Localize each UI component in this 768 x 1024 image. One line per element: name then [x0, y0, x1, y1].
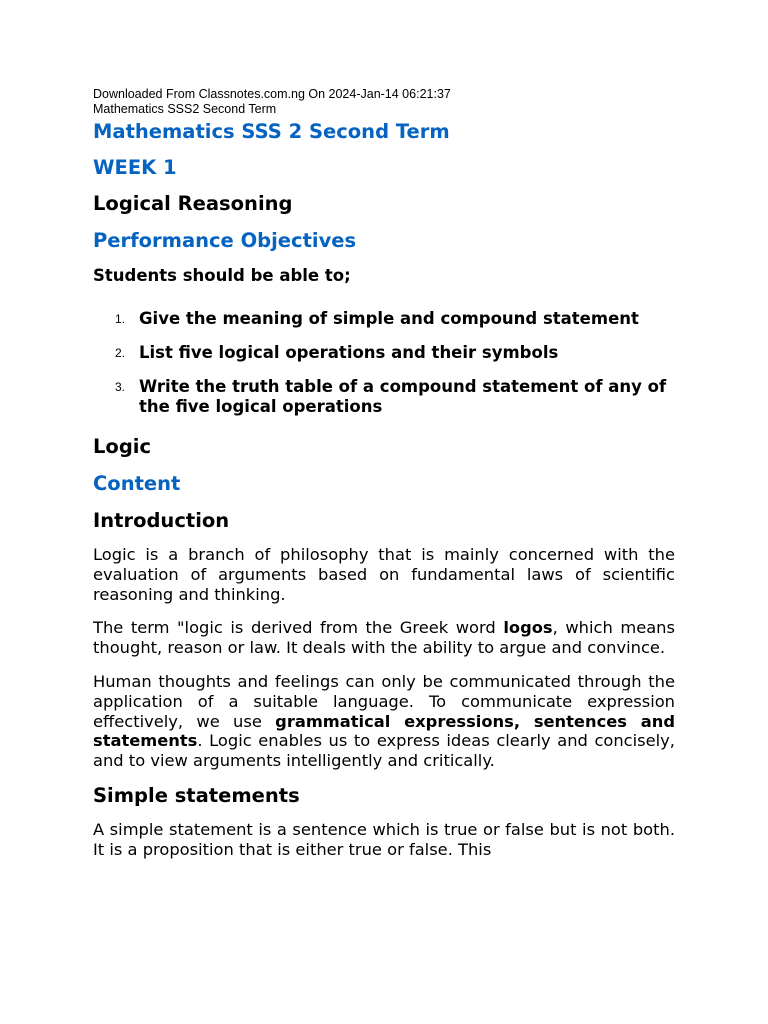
list-number: 3. [115, 380, 126, 394]
paragraph-simple-statement: A simple statement is a sentence which is true or false but is not both. It is a proposition that is either true or false. This [93, 819, 675, 859]
logic-heading: Logic [93, 435, 152, 458]
paragraph-logic-definition: Logic is a branch of philosophy that is mainly concerned with the evaluation of arguments based on fundamental laws of scientific reasoning and thinking. [93, 545, 675, 604]
simple-statements-heading: Simple statements [93, 783, 300, 807]
introduction-heading: Introduction [93, 509, 230, 532]
text-run: . Logic enables us to express ideas clearly and concisely, and to view arguments intelligently and critically. [93, 731, 675, 771]
week-heading: WEEK 1 [93, 156, 177, 179]
objectives-intro: Students should be able to; [93, 266, 351, 285]
list-item-text: Write the truth table of a compound statement of any of the five logical operations [139, 377, 667, 416]
content-heading: Content [93, 472, 181, 495]
document-label: Mathematics SSS2 Second Term [93, 101, 277, 116]
objectives-list [93, 309, 675, 416]
topic-heading: Logical Reasoning [93, 192, 293, 215]
list-number: 2. [115, 346, 126, 360]
document-title: Mathematics SSS 2 Second Term [93, 120, 450, 143]
list-item [93, 343, 675, 363]
text-run: , which means thought, reason or law. It deals with the ability to argue and convince. [93, 618, 675, 658]
emphasis-expressions: grammatical expressions, sentences and statements [93, 711, 675, 751]
paragraph-logos [93, 618, 675, 658]
list-number: 1. [115, 312, 126, 326]
list-item-text: List five logical operations and their symbols [139, 343, 559, 362]
emphasis-logos: logos [503, 618, 553, 638]
list-item [93, 309, 675, 329]
text-run: The term "logic is derived from the Greek word [93, 618, 504, 638]
objectives-heading: Performance Objectives [93, 229, 357, 252]
list-item [93, 377, 675, 416]
download-info: Downloaded From Classnotes.com.ng On 2024-Jan-14 06:21:37 [93, 87, 451, 101]
text-run: Human thoughts and feelings can only be communicated through the application of a suitable language. To communicate expression effectively, we use [93, 671, 675, 731]
paragraph-communication [93, 672, 675, 771]
list-item-text: Give the meaning of simple and compound statement [139, 309, 639, 328]
document-page [93, 87, 675, 860]
